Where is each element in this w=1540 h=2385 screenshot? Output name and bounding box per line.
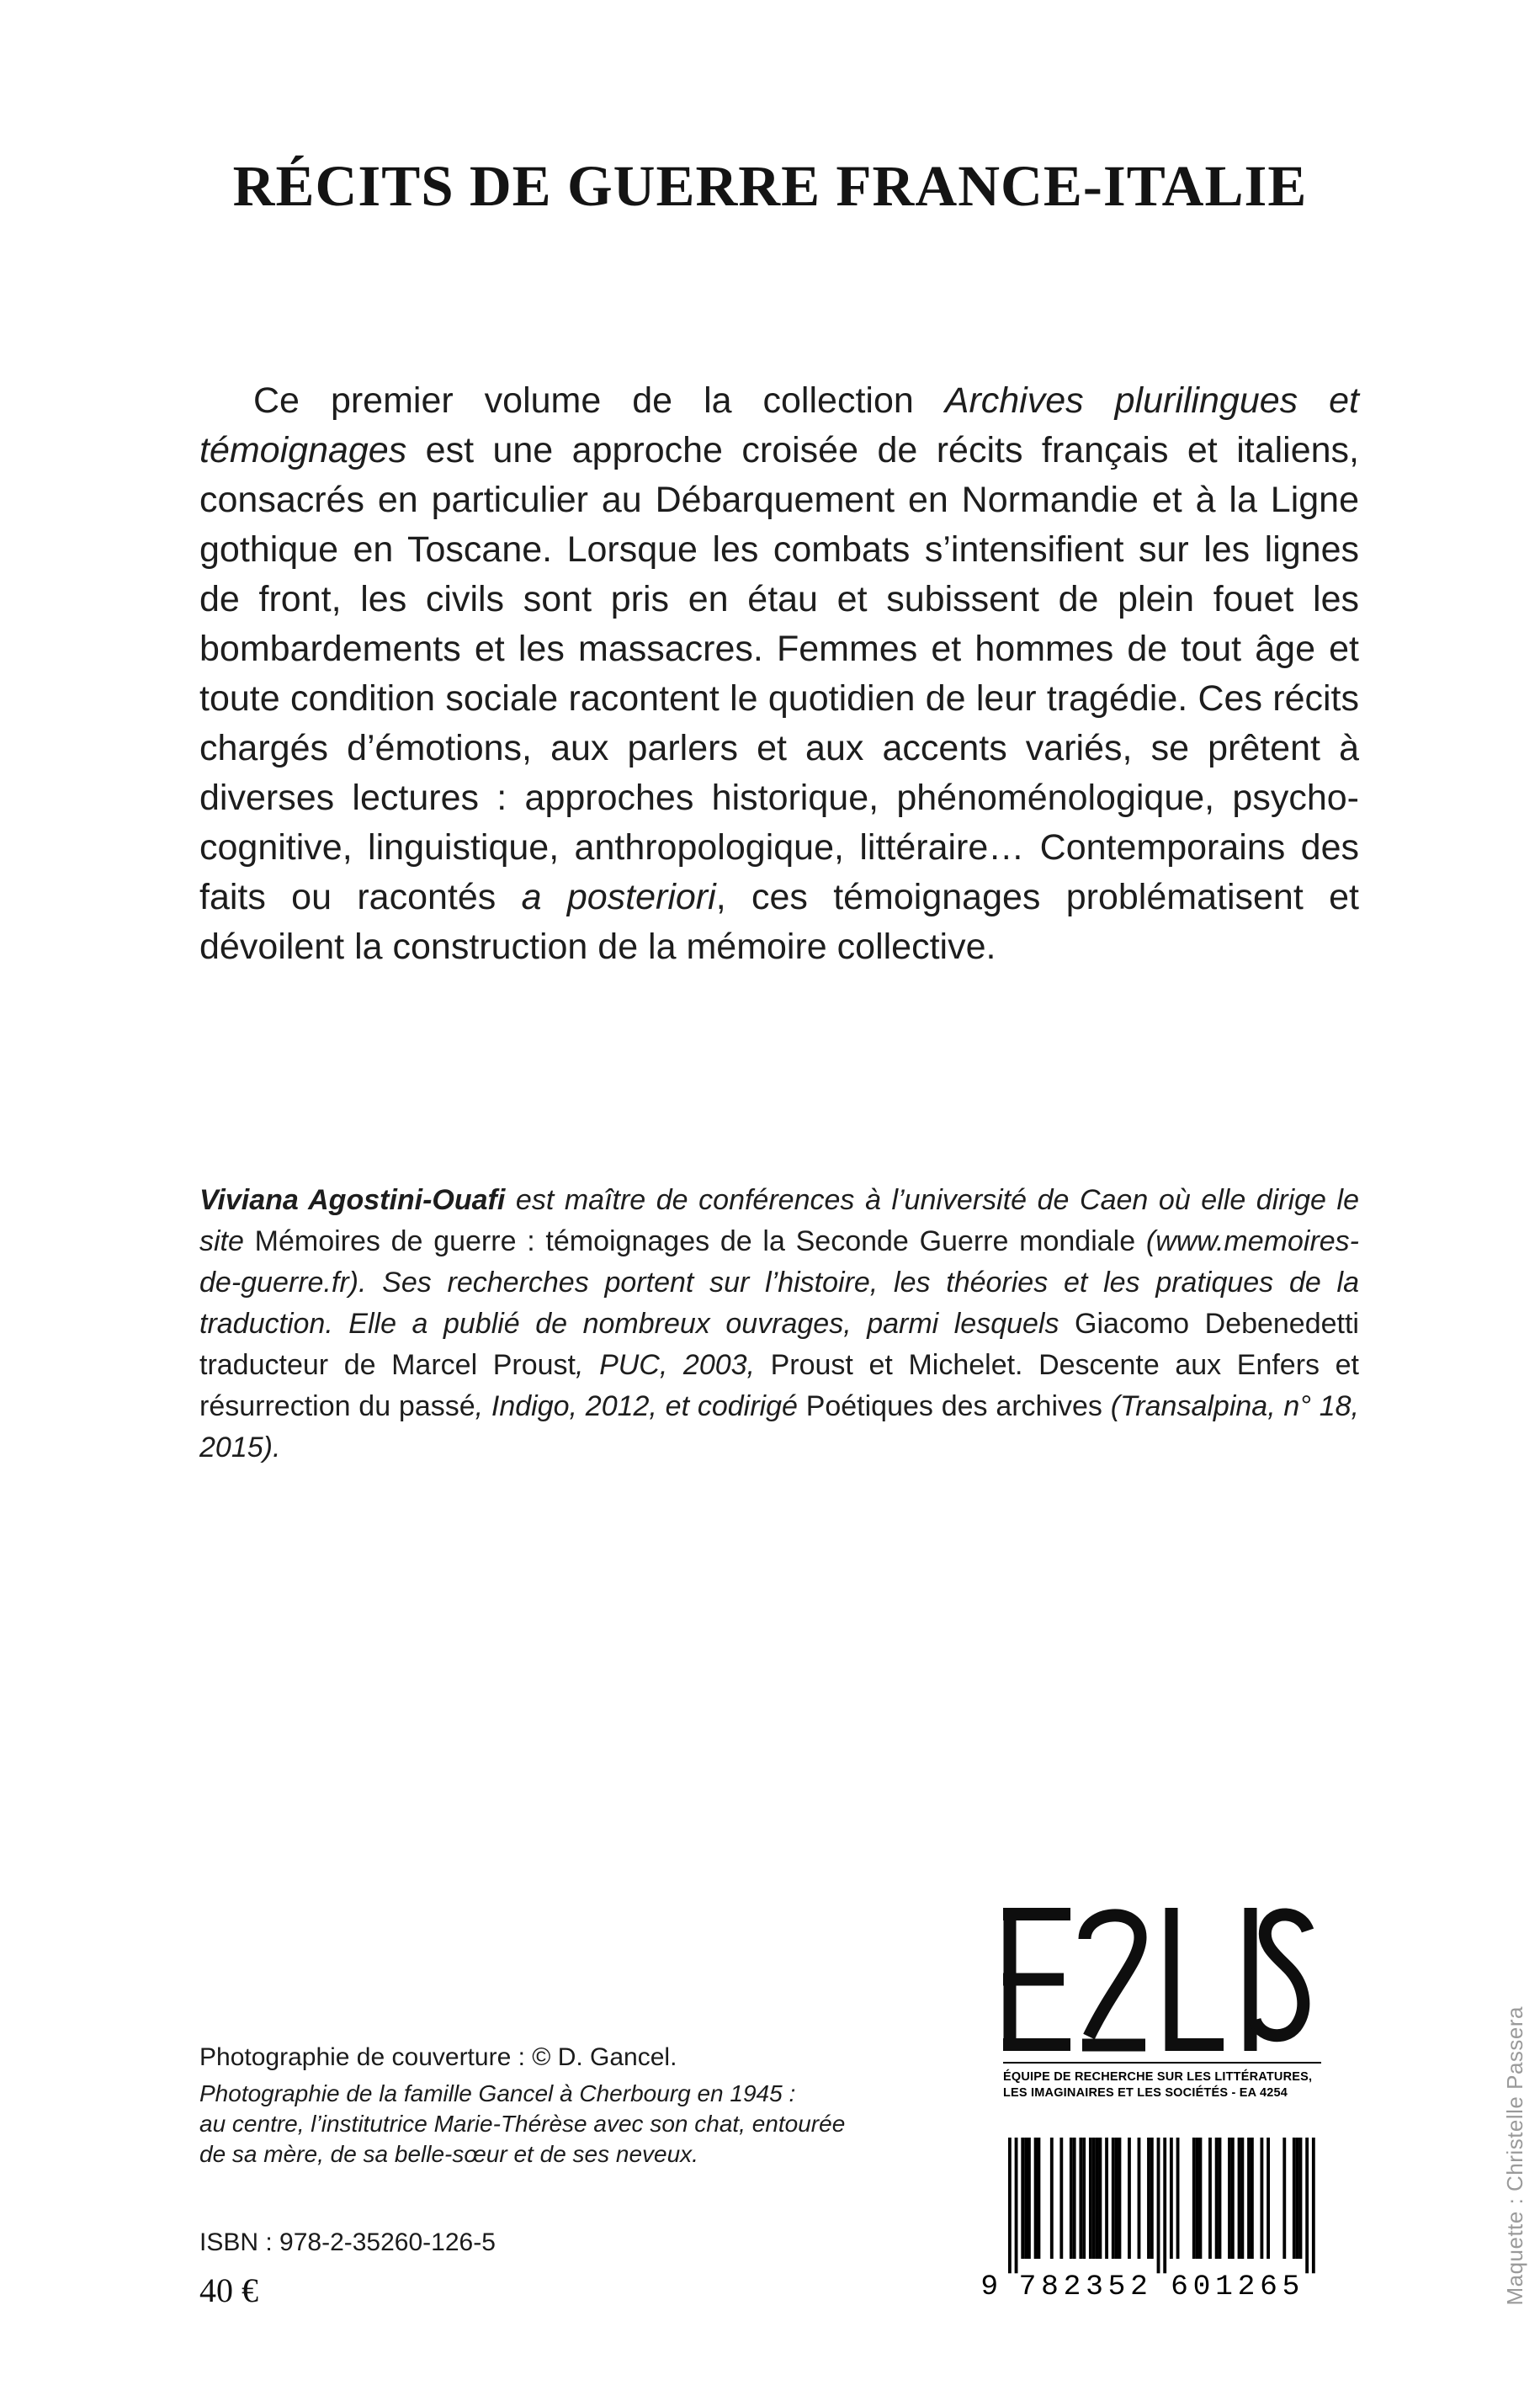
barcode-digits-right: 601265 [1171,2271,1305,2299]
photo-credit-block [199,2043,915,2170]
letter-E [1003,1908,1070,2051]
photo-caption-line: au centre, l’institutrice Marie-Thérèse avec son chat, entourée [199,2111,846,2137]
author-bio-paragraph [199,1180,1359,1469]
latin-phrase: a posteriori [521,877,716,917]
photo-caption-line: Photographie de la famille Gancel à Cherbourg en 1945 : [199,2080,796,2106]
photo-credit: Photographie de couverture : © D. Gancel. [199,2043,677,2071]
work-title: Giacomo Debenedetti traducteur de Marcel Proust [199,1308,1359,1381]
letter-S [1255,1915,1308,2036]
letter-L [1171,1908,1224,2051]
photo-caption-line: de sa mère, de sa belle-sœur et de ses neveux. [199,2141,698,2167]
collection-title: Archives plurilingues et témoignages [199,380,1359,470]
price: 40 € [199,2271,258,2309]
bio-text: (Transalpina, n° 18, 2015). [199,1390,1359,1463]
erlis-tagline [1003,2062,1321,2101]
synopsis-text: est une approche croisée de récits français et italiens, consacrés en particulier au Débarquement en Normandie et à la Ligne gothique en Toscane. Lorsque les combats s’intensifient sur les lignes de front, les civils sont pris en étau et subissent de plein fouet les bombardements et les massacres. Femmes et hommes de tout âge et toute condition sociale racontent le quotidien de leur tragédie. Ces récits chargés d’émotions, aux parlers et aux accents variés, se prêtent à diverses lectures : approches historique, phénoménologique, psycho-cognitive, linguistique, anthropologique, littéraire… Contemporains des faits ou racontés [199,430,1359,917]
letter-R [1082,1915,1145,2045]
erlis-logo [1003,1907,1320,2052]
erlis-tagline-line: LES IMAGINAIRES ET LES SOCIÉTÉS - EA 4254 [1003,2086,1288,2100]
bio-text: , Indigo, 2012, et codirigé [475,1390,806,1422]
barcode-digit-first: 9 [980,2271,999,2299]
barcode-digits-left: 782352 [1018,2271,1153,2299]
synopsis-text: , ces témoignages problématisent et dévoilent la construction de la mémoire collective. [199,877,1359,967]
author-name: Viviana Agostini-Ouafi [199,1184,506,1216]
isbn: ISBN : 978-2-35260-126-5 [199,2228,496,2256]
erlis-logo-block [1003,1907,1321,2101]
synopsis-text: Ce premier volume de la collection [253,380,945,421]
work-title: Poétiques des archives [805,1390,1102,1422]
bio-text: (www.memoires-de-guerre.fr). Ses recherches portent sur l’histoire, les théories et les pratiques de la traduction. Elle a publié de nombreux ouvrages, parmi lesquels [199,1225,1359,1340]
bio-text: , PUC, 2003, [576,1349,771,1381]
barcode [979,2138,1319,2299]
erlis-tagline-line: ÉQUIPE DE RECHERCHE SUR LES LITTÉRATURES, [1003,2070,1313,2084]
work-title: Proust et Michelet. Descente aux Enfers et résurrection du passé [199,1349,1359,1422]
maquette-credit: Maquette : Christelle Passera [1502,2006,1527,2306]
book-title: RÉCITS DE GUERRE FRANCE-ITALIE [232,154,1308,219]
barcode-bars [1008,2138,1315,2273]
barcode-svg [979,2138,1319,2299]
website-title: Mémoires de guerre : témoignages de la Seconde Guerre mondiale [254,1225,1136,1257]
synopsis-paragraph [199,376,1359,972]
bio-text: est maître de conférences à l’université de Caen où elle dirige le site [199,1184,1360,1257]
